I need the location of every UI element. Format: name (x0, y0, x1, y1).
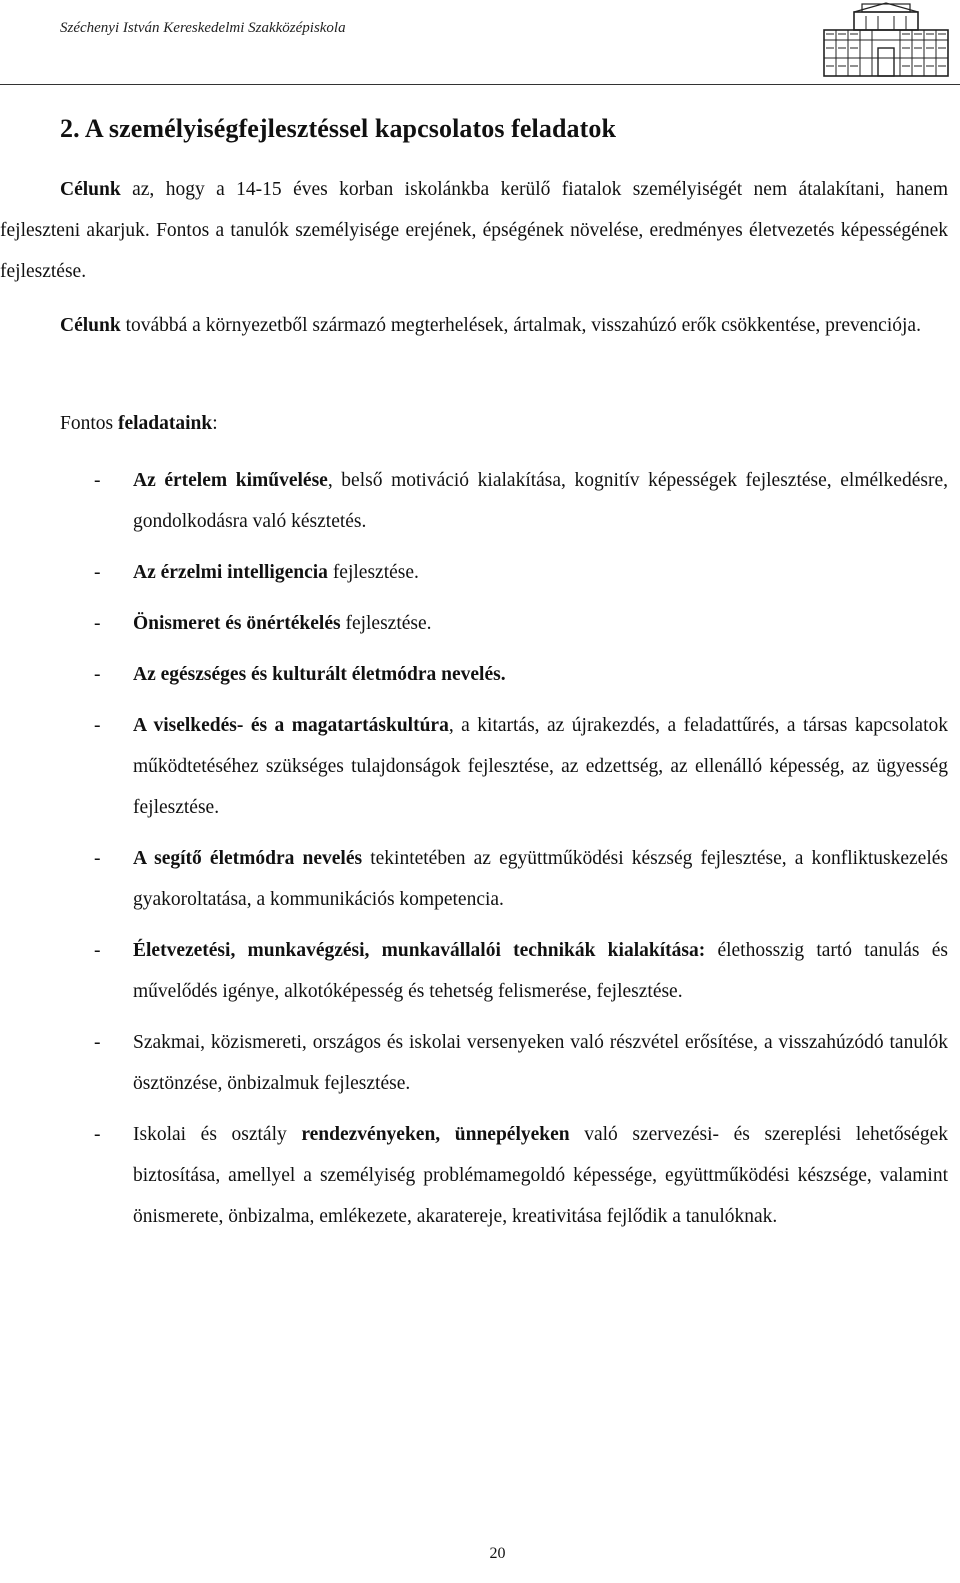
list-item-bold: Az értelem kiművelése (133, 470, 328, 491)
list-item-text: tekintetében az együttműködési készség fejlesztése, a konfliktuskezelés gyakoroltatása, a kommunikációs kompetencia. (133, 848, 948, 910)
tasks-intro (60, 403, 218, 444)
school-building-logo (820, 0, 952, 82)
paragraph-goal-2-text: továbbá a környezetből származó megterhelések, ártalmak, visszahúzó erők csökkentése, prevenciója. (120, 315, 921, 336)
list-item-prefix: Iskolai és osztály (133, 1124, 302, 1145)
header-divider (0, 84, 960, 85)
list-item-text: fejlesztése. (340, 613, 432, 634)
page-number: 20 (489, 1545, 506, 1562)
paragraph-goal-text: az, hogy a 14-15 éves korban iskolánkba kerülő fiatalok személyiségét nem átalakítani, hanem fejleszteni akarjuk. Fontos a tanulók személyisége erejének, épségének növelése, eredményes életvezetés képességének fejlesztése. (0, 179, 948, 282)
list-item-bold: A segítő életmódra nevelés (133, 848, 363, 869)
list-item-bold: Életvezetési, munkavégzési, munkavállalói technikák kialakítása: (133, 940, 706, 961)
section-title: 2. A személyiségfejlesztéssel kapcsolatos feladatok (60, 114, 617, 143)
list-item (0, 838, 948, 920)
bullet-dash: - (94, 848, 101, 869)
bullet-dash: - (94, 613, 101, 634)
bullet-dash: - (94, 940, 101, 961)
list-item-text: , a kitartás, az újrakezdés, a feladattűrés, a társas kapcsolatok működtetéséhez szükséges tulajdonságok fejlesztése, az edzettség, az ellenálló képesség, az ügyesség fejlesztése. (133, 715, 948, 818)
paragraph-goal-2-bold: Célunk (60, 315, 121, 336)
bullet-dash: - (94, 562, 101, 583)
list-item (0, 705, 948, 828)
bullet-dash: - (94, 1032, 101, 1053)
tasks-intro-bold: feladataink (117, 413, 213, 434)
bullet-dash: - (94, 1124, 101, 1145)
list-item-bold: Az egészséges és kulturált életmódra nevelés. (133, 664, 506, 685)
list-item (0, 930, 948, 1012)
school-name-header: Széchenyi István Kereskedelmi Szakközépiskola (60, 20, 346, 36)
list-item-bold: Önismeret és önértékelés (133, 613, 341, 634)
list-item-text: , belső motiváció kialakítása, kognitív képességek fejlesztése, elmélkedésre, gondolkodásra való késztetés. (133, 470, 948, 532)
bullet-dash: - (94, 664, 101, 685)
tasks-list (0, 460, 948, 1247)
paragraph-goal (0, 169, 948, 292)
bullet-dash: - (94, 715, 101, 736)
list-item-bold: Az érzelmi intelligencia (133, 562, 328, 583)
list-item (0, 552, 948, 593)
list-item-bold: A viselkedés- és a magatartáskultúra (133, 715, 449, 736)
tasks-intro-prefix: Fontos (60, 413, 118, 434)
list-item-text: élethosszig tartó tanulás és művelődés igénye, alkotóképesség és tehetség felismerése, fejlesztése. (133, 940, 948, 1002)
bullet-dash: - (94, 470, 101, 491)
list-item-bold: rendezvényeken, ünnepélyeken (301, 1124, 570, 1145)
list-item-text: fejlesztése. (327, 562, 419, 583)
tasks-intro-suffix: : (212, 413, 218, 434)
list-item-text: való szervezési- és szereplési lehetőségek biztosítása, amellyel a személyiség problémamegoldó képessége, együttműködési készsége, valamint önismerete, önbizalma, emlékezete, akaratereje, kreativitása fejlődik a tanulóknak. (133, 1124, 948, 1227)
list-item-text: Szakmai, közismereti, országos és iskolai versenyeken való részvétel erősítése, a visszahúzódó tanulók ösztönzése, önbizalmuk fejlesztése. (133, 1032, 948, 1094)
paragraph-goal-2 (0, 305, 948, 346)
list-item (0, 1022, 948, 1104)
list-item (0, 654, 948, 695)
list-item (0, 460, 948, 542)
paragraph-goal-bold: Célunk (60, 179, 121, 200)
list-item (0, 603, 948, 644)
list-item (0, 1114, 948, 1237)
